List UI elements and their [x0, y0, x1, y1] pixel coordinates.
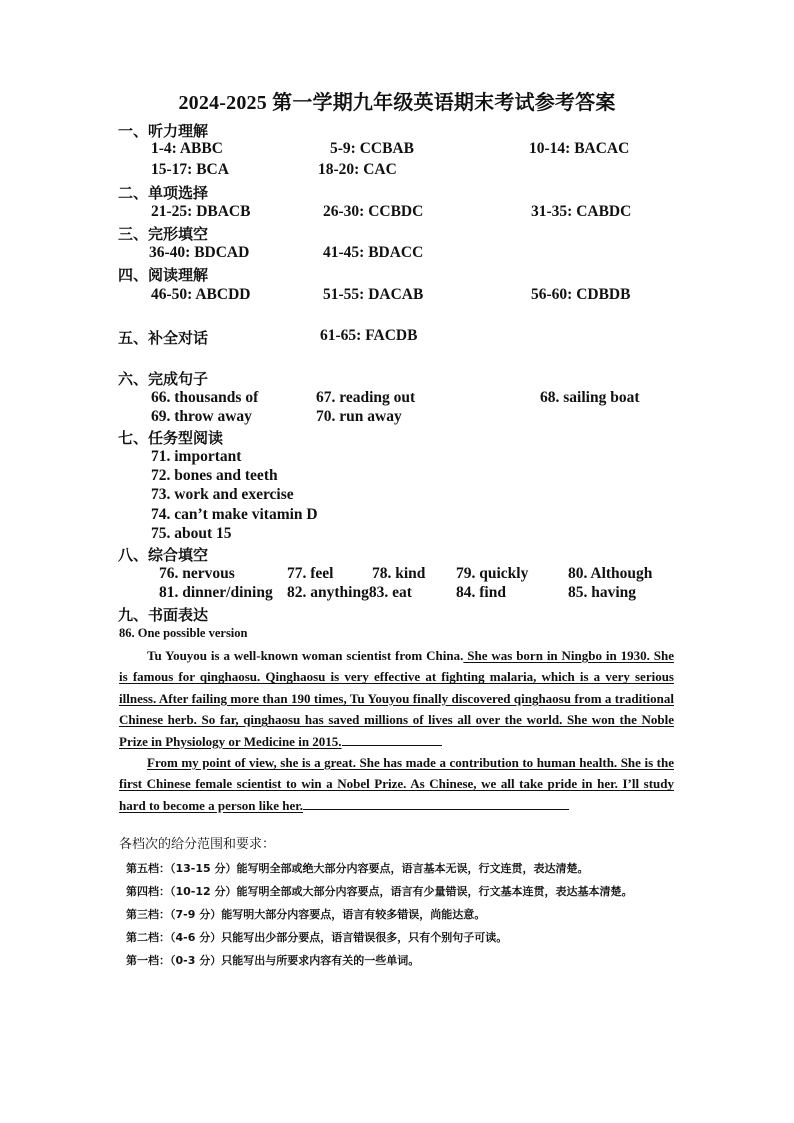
essay-underlined-text: From my point of view, she is a great. She has made a contribution to human health. She is the first Chinese female scientist to win a Nobel Prize. As Chinese, we all take pride in her. I’ll study hard to become a person like her. — [119, 755, 674, 813]
answer-item: 77. feel — [287, 565, 334, 582]
answer-item: 72. bones and teeth — [151, 467, 278, 484]
underline-rule — [303, 795, 569, 810]
answer-item: 15-17: BCA — [151, 161, 229, 178]
section-heading-reading: 四、阅读理解 — [118, 266, 209, 284]
answer-item: 5-9: CCBAB — [330, 140, 414, 157]
answer-item: 36-40: BDCAD — [149, 244, 250, 261]
model-essay — [119, 645, 674, 816]
page-title: 2024-2025 第一学期九年级英语期末考试参考答案 — [178, 92, 616, 114]
answer-item: 84. find — [456, 584, 506, 601]
scoring-level: 第三档：（7-9 分）能写明大部分内容要点，语言有较多错误，尚能达意。 — [126, 908, 486, 921]
essay-label: 86. One possible version — [119, 626, 248, 640]
essay-paragraph-2 — [119, 752, 674, 816]
scoring-title: 各档次的给分范围和要求： — [119, 837, 276, 852]
section-heading-listening: 一、听力理解 — [118, 122, 209, 140]
answer-item: 18-20: CAC — [318, 161, 397, 178]
answer-item: 81. dinner/dining — [159, 584, 273, 601]
answer-item: 69. throw away — [151, 408, 252, 425]
answer-item: 26-30: CCBDC — [323, 203, 424, 220]
essay-paragraph-1 — [119, 645, 674, 752]
scoring-level: 第一档：（0-3 分）只能写出与所要求内容有关的一些单词。 — [126, 954, 420, 967]
answer-item: 85. having — [568, 584, 637, 601]
answer-item: 68. sailing boat — [540, 389, 640, 406]
answer-item: 46-50: ABCDD — [151, 286, 251, 303]
section-heading-dialogue: 五、补全对话 — [118, 329, 209, 347]
scoring-level: 第五档：（13-15 分）能写明全部或绝大部分内容要点，语言基本无误，行文连贯，表达清楚。 — [126, 862, 589, 875]
answer-item: 74. can’t make vitamin D — [151, 506, 318, 523]
answer-item: 21-25: DBACB — [151, 203, 251, 220]
section-heading-single-choice: 二、单项选择 — [118, 184, 209, 202]
answer-item: 67. reading out — [316, 389, 416, 406]
answer-item: 70. run away — [316, 408, 402, 425]
section-heading-cloze: 三、完形填空 — [118, 225, 209, 243]
section-heading-comprehensive-fill: 八、综合填空 — [118, 546, 209, 564]
answer-item: 80. Although — [568, 565, 653, 582]
answer-item: 31-35: CABDC — [531, 203, 632, 220]
answer-item: 79. quickly — [456, 565, 529, 582]
answer-item: 75. about 15 — [151, 525, 232, 542]
section-heading-writing: 九、书面表达 — [118, 606, 209, 624]
scoring-level: 第四档：（10-12 分）能写明全部或大部分内容要点，语言有少量错误，行文基本连贯，表达基本清楚。 — [126, 885, 633, 898]
answer-item: 73. work and exercise — [151, 486, 294, 503]
answer-item: 41-45: BDACC — [323, 244, 424, 261]
answer-item: 78. kind — [372, 565, 426, 582]
answer-item: 51-55: DACAB — [323, 286, 424, 303]
answer-item: 10-14: BACAC — [529, 140, 630, 157]
answer-item: 71. important — [151, 448, 242, 465]
section-heading-task-reading: 七、任务型阅读 — [118, 429, 224, 447]
essay-underlined-text: She was born in Ningbo in 1930. She is famous for qinghaosu. Qinghaosu is very effective at fighting malaria, which is a very serious illness. After failing more than 190 times, Tu Youyou finally discovered qinghaosu from a traditional Chinese herb. So far, qinghaosu has saved millions of lives all over the world. She won the Noble Prize in Physiology or Medicine in 2015. — [119, 648, 674, 749]
answer-item: 82. anything83. eat — [287, 584, 412, 601]
scoring-level: 第二档：（4-6 分）只能写出少部分要点，语言错误很多，只有个别句子可读。 — [126, 931, 508, 944]
answer-item: 61-65: FACDB — [320, 327, 418, 344]
underline-rule — [342, 731, 442, 746]
answer-item: 1-4: ABBC — [151, 140, 223, 157]
section-heading-complete-sentences: 六、完成句子 — [118, 370, 209, 388]
answer-item: 56-60: CDBDB — [531, 286, 631, 303]
answer-item: 66. thousands of — [151, 389, 259, 406]
answer-item: 76. nervous — [159, 565, 235, 582]
essay-lead-sentence: Tu Youyou is a well-known woman scientist from China. — [147, 648, 464, 663]
